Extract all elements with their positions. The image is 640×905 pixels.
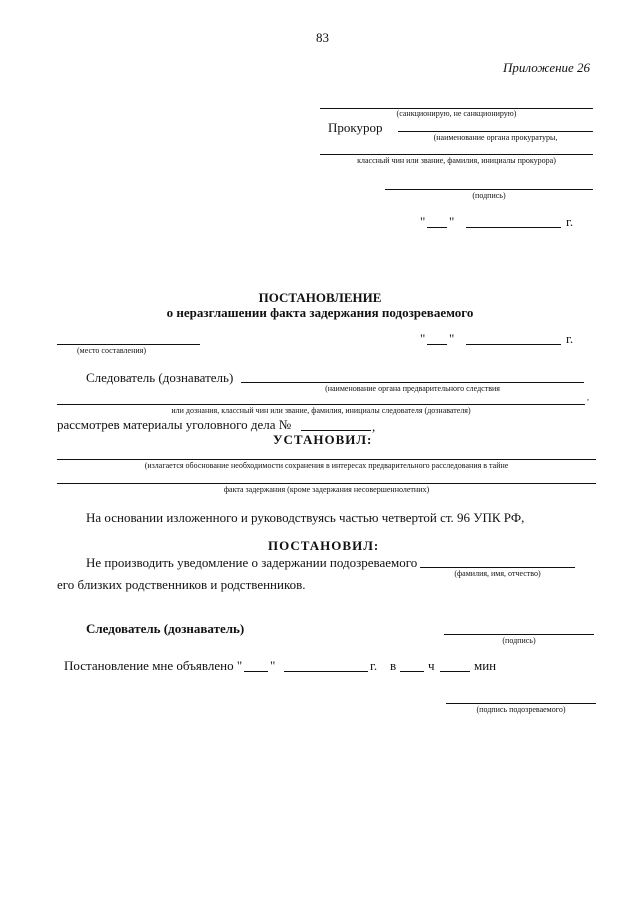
place-line [57, 344, 200, 345]
suspect-signature-caption: (подпись подозреваемого) [476, 705, 566, 714]
prosecutor-org-line [398, 131, 593, 132]
place-caption: (место составления) [77, 346, 146, 355]
signature-label: Следователь (дознаватель) [86, 621, 245, 636]
announcement-hours-label: ч [428, 658, 435, 673]
decided-line-1: Не производить уведомление о задержании подозреваемого [86, 555, 418, 570]
prosecutor-signature-line [385, 189, 593, 190]
date-year-label: г. [566, 214, 574, 229]
suspect-name-line [420, 567, 575, 568]
announcement-hours-line [400, 671, 424, 672]
established-line-1 [57, 459, 596, 460]
document-subtitle: о неразглашении факта задержания подозреваемого [166, 305, 474, 320]
established-line-2 [57, 483, 596, 484]
place-date-close-quote: " [449, 331, 455, 346]
prosecutor-signature-caption: (подпись) [472, 191, 506, 200]
announcement-day-line [244, 671, 268, 672]
sanction-caption: (санкционирую, не санкционирую) [396, 109, 517, 118]
established-heading: УСТАНОВИЛ: [273, 432, 373, 447]
announcement-minutes-line [440, 671, 470, 672]
decided-heading: ПОСТАНОВИЛ: [268, 538, 380, 553]
prosecutor-label: Прокурор [328, 120, 383, 135]
suspect-signature-line [446, 703, 596, 704]
announcement-minutes-label: мин [474, 658, 497, 673]
established-caption-1: (излагается обоснование необходимости сохранения в интересах предварительного расследования в тайне [144, 461, 509, 470]
basis-text: На основании изложенного и руководствуясь частью четвертой ст. 96 УПК РФ, [86, 510, 525, 525]
date-month-line [466, 227, 561, 228]
announcement-month-line [284, 671, 368, 672]
place-date-month-line [466, 344, 561, 345]
prosecutor-org-caption: (наименование органа прокуратуры, [433, 133, 558, 142]
prosecutor-rank-caption: классный чин или звание, фамилия, инициалы прокурора) [357, 156, 556, 165]
case-number-line [301, 430, 371, 431]
date-close-quote: " [449, 214, 455, 229]
announcement-text: Постановление мне объявлено " [64, 658, 243, 673]
announcement-year-label: г. [370, 658, 378, 673]
appendix-label: Приложение 26 [503, 60, 591, 75]
investigator-rank-line [57, 404, 585, 405]
investigator-label: Следователь (дознаватель) [86, 370, 234, 385]
case-text: рассмотрев материалы уголовного дела № [57, 417, 292, 432]
page-number: 83 [316, 30, 329, 45]
established-caption-2: факта задержания (кроме задержания несовершеннолетних) [223, 485, 430, 494]
document-title: ПОСТАНОВЛЕНИЕ [258, 290, 382, 305]
case-comma: , [372, 419, 376, 434]
investigator-org-line [241, 382, 584, 383]
investigator-trailing-comma: , [587, 393, 589, 402]
suspect-name-caption: (фамилия, имя, отчество) [454, 569, 541, 578]
place-date-open-quote: " [420, 331, 426, 346]
investigator-signature-line [444, 634, 594, 635]
investigator-rank-caption: или дознания, классный чин или звание, фамилия, инициалы следователя (дознавателя) [171, 406, 471, 415]
date-day-line [427, 227, 447, 228]
decided-line-2: его близких родственников и родственников. [57, 577, 306, 592]
date-open-quote: " [420, 214, 426, 229]
place-date-year-label: г. [566, 331, 574, 346]
announcement-close-quote: " [270, 658, 276, 673]
prosecutor-rank-line [320, 154, 593, 155]
place-date-day-line [427, 344, 447, 345]
announcement-in-label: в [390, 658, 397, 673]
investigator-org-caption: (наименование органа предварительного следствия [325, 384, 500, 393]
investigator-signature-caption: (подпись) [502, 636, 536, 645]
